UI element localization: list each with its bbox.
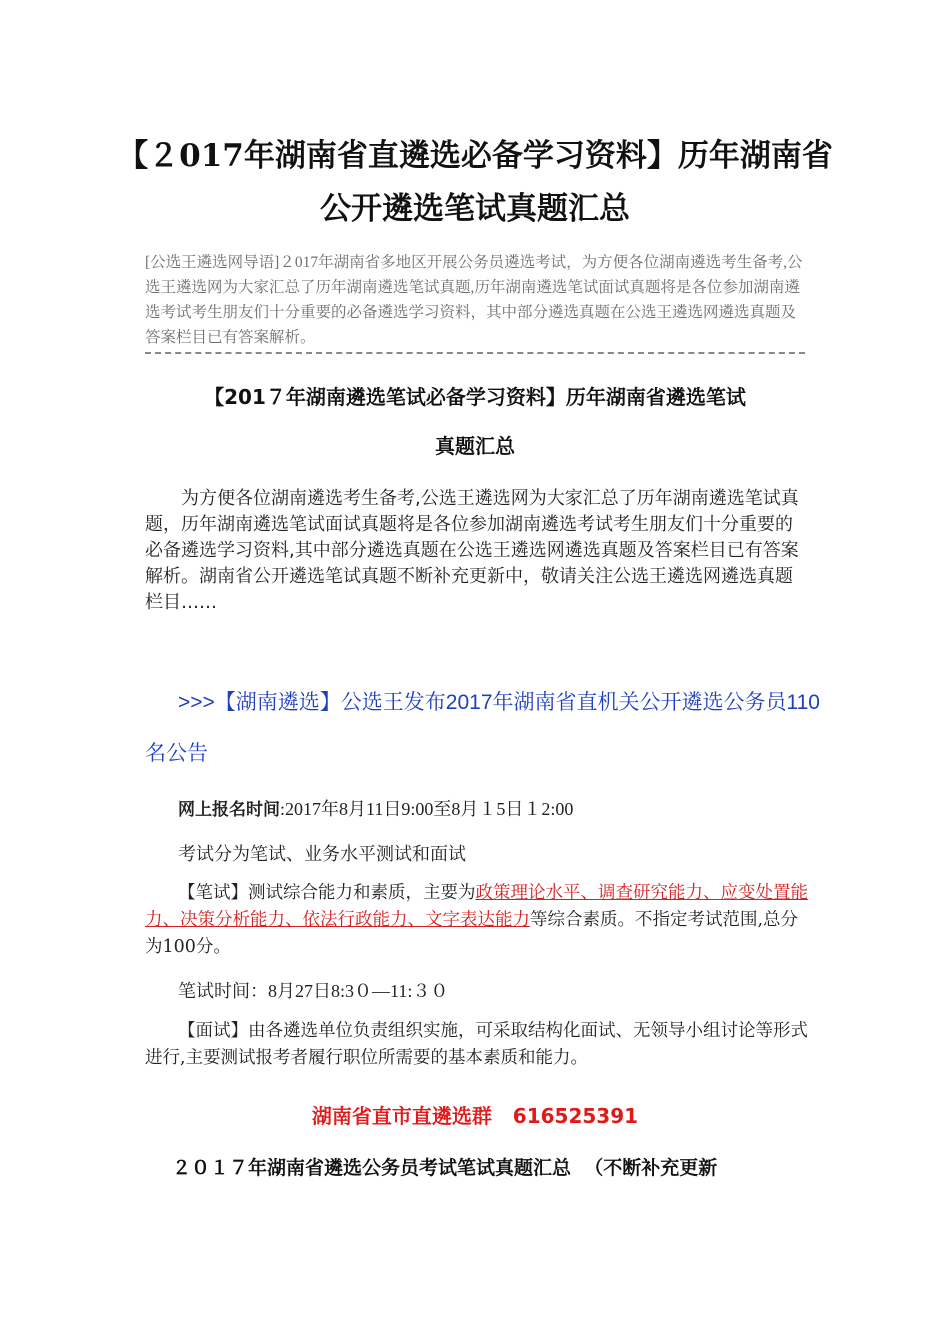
interview-paragraph: 【面试】由各遴选单位负责组织实施，可采取结构化面试、无领导小组讨论等形式进行,主要测试报考者履行职位所需要的基本素质和能力。 [145, 1021, 808, 1068]
page-title-line1: 【２017年湖南省直遴选必备学习资料】历年湖南省 [117, 138, 833, 174]
body-paragraph: 为方便各位湖南遴选考生备考,公选王遴选网为大家汇总了历年湖南遴选笔试真题，历年湖南遴选笔试面试真题将是各位参加湖南遴选考试考生朋友们十分重要的必备遴选学习资料,其中部分遴选真题在公选王遴选网遴选真题及答案栏目已有答案解析。湖南省公开遴选笔试真题不断补充更新中，敬请关注公选王遴选网遴选真题栏目…… [145, 488, 799, 613]
dashed-divider [145, 352, 805, 354]
page-title-line2: 公开遴选笔试真题汇总 [320, 191, 630, 227]
registration-value: :2017年8月11日9:00至8月１5日１2:00 [280, 799, 574, 819]
announcement-link-line1[interactable]: >>>【湖南遴选】公选王发布2017年湖南省直机关公开遴选公务员110 [178, 691, 820, 714]
announcement-link-line2[interactable]: 名公告 [145, 742, 208, 765]
written-exam-paragraph [145, 880, 810, 961]
registration-label: 网上报名时间 [178, 800, 280, 820]
summary-heading: ２０１７年湖南省遴选公务员考试笔试真题汇总 （不断补充更新 [172, 1157, 718, 1179]
section-title-line2: 真题汇总 [435, 434, 515, 458]
intro-lead: [公选王遴选网导语]２017年湖南省多地区开展公务员遴选考试，为方便各位湖南遴选考生备考,公选王遴选网为大家汇总了历年湖南遴选笔试真题,历年湖南遴选笔试面试真题将是各位参加湖南遴选考试考生朋友们十分重要的必备遴选学习资料，其中部分遴选真题在公选王遴选网遴选真题及答案栏目已有答案解析。 [145, 254, 803, 346]
qq-group-notice: 湖南省直市直遴选群 616525391 [311, 1104, 639, 1128]
section-title-line1: 【201７年湖南遴选笔试必备学习资料】历年湖南省遴选笔试 [204, 385, 746, 409]
written-exam-time: 笔试时间：8月27日8:3０—11:３０ [178, 981, 449, 1001]
registration-time [178, 795, 573, 821]
written-prefix: 【笔试】测试综合能力和素质，主要为 [178, 883, 476, 903]
written-highlight-link[interactable]: 政策理论水平、调查研究能力、应变处置能力、决策分析能力、依法行政能力、文字表达能力 [145, 883, 808, 930]
written-suffix: 等综合素质。不指定考试范围,总分为100分。 [145, 910, 799, 957]
exam-parts: 考试分为笔试、业务水平测试和面试 [178, 844, 466, 864]
